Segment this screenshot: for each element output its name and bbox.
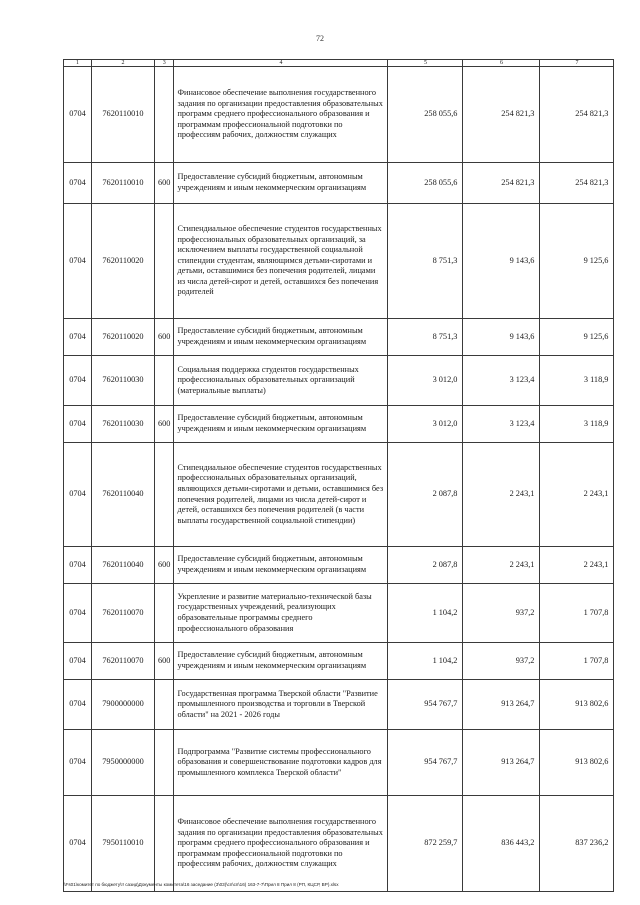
expense-type-cell — [155, 67, 174, 163]
name-cell: Подпрограмма "Развитие системы профессионального образования и совершенствование подготовки кадров для промышленного комплекса Тверской области" — [174, 730, 388, 796]
value-2024-cell: 2 243,1 — [540, 547, 614, 584]
table-row — [64, 443, 614, 547]
section-cell: 0704 — [64, 204, 92, 319]
section-cell: 0704 — [64, 406, 92, 443]
expense-type-cell — [155, 796, 174, 892]
expense-type-cell — [155, 204, 174, 319]
expense-type-cell — [155, 584, 174, 643]
value-2022-cell: 258 055,6 — [388, 67, 463, 163]
expense-type-cell — [155, 443, 174, 547]
value-2023-cell: 2 243,1 — [463, 443, 540, 547]
target-code-cell: 7620110020 — [92, 204, 155, 319]
table-row — [64, 547, 614, 584]
value-2023-cell: 9 143,6 — [463, 204, 540, 319]
target-code-cell: 7620110020 — [92, 319, 155, 356]
table-row — [64, 796, 614, 892]
section-cell: 0704 — [64, 643, 92, 680]
expense-type-cell — [155, 680, 174, 730]
value-2022-cell: 954 767,7 — [388, 730, 463, 796]
value-2023-cell: 913 264,7 — [463, 680, 540, 730]
table-row — [64, 204, 614, 319]
target-code-cell: 7620110030 — [92, 406, 155, 443]
value-2023-cell: 3 123,4 — [463, 356, 540, 406]
section-cell: 0704 — [64, 796, 92, 892]
target-code-cell: 7620110040 — [92, 443, 155, 547]
target-code-cell: 7950110010 — [92, 796, 155, 892]
value-2023-cell: 836 443,2 — [463, 796, 540, 892]
name-cell: Предоставление субсидий бюджетным, автономным учреждениям и иным некоммерческим организациям — [174, 406, 388, 443]
column-header: 5 — [388, 60, 463, 67]
value-2022-cell: 954 767,7 — [388, 680, 463, 730]
file-path-footer: \\Fs01\комитет по бюджету\!! сазид\Документы комитета\16 заседание (3\03)\сп\сп\16) 163-7-7\Прил 8 Прил 8 (РП, КЦСР, ВР).xlsx — [63, 882, 339, 887]
section-cell: 0704 — [64, 547, 92, 584]
expense-type-cell: 600 — [155, 643, 174, 680]
value-2024-cell: 254 821,3 — [540, 67, 614, 163]
expense-type-cell: 600 — [155, 319, 174, 356]
name-cell: Стипендиальное обеспечение студентов государственных профессиональных образовательных организаций, являющихся детьми-сиротами и детьми, оставшимися без попечения родителей, лицами из числа детей-сирот и детей, оставшихся без попечения родителей (в части выплаты государственной социальной стипендии) — [174, 443, 388, 547]
target-code-cell: 7620110070 — [92, 584, 155, 643]
table-row — [64, 730, 614, 796]
name-cell: Предоставление субсидий бюджетным, автономным учреждениям и иным некоммерческим организациям — [174, 643, 388, 680]
table-row — [64, 643, 614, 680]
name-cell: Социальная поддержка студентов государственных профессиональных образовательных организаций (материальные выплаты) — [174, 356, 388, 406]
name-cell: Государственная программа Тверской области "Развитие промышленного производства и торговли в Тверской области" на 2021 - 2026 годы — [174, 680, 388, 730]
value-2022-cell: 8 751,3 — [388, 204, 463, 319]
value-2024-cell: 3 118,9 — [540, 356, 614, 406]
name-cell: Предоставление субсидий бюджетным, автономным учреждениям и иным некоммерческим организациям — [174, 319, 388, 356]
value-2022-cell: 1 104,2 — [388, 643, 463, 680]
value-2022-cell: 872 259,7 — [388, 796, 463, 892]
value-2022-cell: 8 751,3 — [388, 319, 463, 356]
value-2022-cell: 2 087,8 — [388, 547, 463, 584]
target-code-cell: 7620110010 — [92, 163, 155, 204]
value-2022-cell: 3 012,0 — [388, 356, 463, 406]
value-2024-cell: 254 821,3 — [540, 163, 614, 204]
table-row — [64, 406, 614, 443]
column-header: 2 — [92, 60, 155, 67]
value-2024-cell: 1 707,8 — [540, 643, 614, 680]
value-2024-cell: 9 125,6 — [540, 204, 614, 319]
table-row — [64, 356, 614, 406]
value-2024-cell: 913 802,6 — [540, 680, 614, 730]
value-2024-cell: 9 125,6 — [540, 319, 614, 356]
page-number: 72 — [316, 34, 324, 43]
value-2023-cell: 3 123,4 — [463, 406, 540, 443]
value-2023-cell: 913 264,7 — [463, 730, 540, 796]
header-row — [64, 60, 614, 67]
column-header: 4 — [174, 60, 388, 67]
table-row — [64, 163, 614, 204]
name-cell: Финансовое обеспечение выполнения государственного задания по организации предоставления образовательных программ среднего профессионального образования и программам профессиональной подготовки по профессиям рабочих, должностям служащих — [174, 67, 388, 163]
table-row — [64, 319, 614, 356]
column-header: 3 — [155, 60, 174, 67]
expense-type-cell: 600 — [155, 406, 174, 443]
column-header: 7 — [540, 60, 614, 67]
name-cell: Укрепление и развитие материально-технической базы государственных учреждений, реализующих образовательные программы среднего профессионального образования — [174, 584, 388, 643]
target-code-cell: 7900000000 — [92, 680, 155, 730]
value-2024-cell: 913 802,6 — [540, 730, 614, 796]
section-cell: 0704 — [64, 67, 92, 163]
column-header: 6 — [463, 60, 540, 67]
column-header: 1 — [64, 60, 92, 67]
target-code-cell: 7950000000 — [92, 730, 155, 796]
value-2023-cell: 254 821,3 — [463, 163, 540, 204]
section-cell: 0704 — [64, 680, 92, 730]
value-2023-cell: 2 243,1 — [463, 547, 540, 584]
name-cell: Финансовое обеспечение выполнения государственного задания по организации предоставления образовательных программ среднего профессионального образования и программам профессиональной подготовки по профессиям рабочих, должностям служащих — [174, 796, 388, 892]
table-row — [64, 584, 614, 643]
expense-type-cell — [155, 356, 174, 406]
expense-type-cell — [155, 730, 174, 796]
value-2023-cell: 254 821,3 — [463, 67, 540, 163]
value-2022-cell: 258 055,6 — [388, 163, 463, 204]
expense-type-cell: 600 — [155, 547, 174, 584]
value-2024-cell: 837 236,2 — [540, 796, 614, 892]
section-cell: 0704 — [64, 319, 92, 356]
value-2024-cell: 2 243,1 — [540, 443, 614, 547]
target-code-cell: 7620110070 — [92, 643, 155, 680]
value-2023-cell: 937,2 — [463, 584, 540, 643]
name-cell: Предоставление субсидий бюджетным, автономным учреждениям и иным некоммерческим организациям — [174, 163, 388, 204]
value-2023-cell: 9 143,6 — [463, 319, 540, 356]
budget-table — [63, 59, 614, 892]
table-row — [64, 67, 614, 163]
expense-type-cell: 600 — [155, 163, 174, 204]
name-cell: Предоставление субсидий бюджетным, автономным учреждениям и иным некоммерческим организациям — [174, 547, 388, 584]
value-2022-cell: 1 104,2 — [388, 584, 463, 643]
table-row — [64, 680, 614, 730]
value-2024-cell: 3 118,9 — [540, 406, 614, 443]
target-code-cell: 7620110010 — [92, 67, 155, 163]
section-cell: 0704 — [64, 443, 92, 547]
section-cell: 0704 — [64, 356, 92, 406]
value-2022-cell: 2 087,8 — [388, 443, 463, 547]
target-code-cell: 7620110040 — [92, 547, 155, 584]
name-cell: Стипендиальное обеспечение студентов государственных профессиональных образовательных организаций, за исключением выплаты государственной социальной стипендии студентам, являющимся детьми-сиротами и детьми, оставшимися без попечения родителей, лицами из числа детей-сирот и детей, оставшихся без попечения родителей — [174, 204, 388, 319]
section-cell: 0704 — [64, 584, 92, 643]
value-2023-cell: 937,2 — [463, 643, 540, 680]
section-cell: 0704 — [64, 730, 92, 796]
value-2022-cell: 3 012,0 — [388, 406, 463, 443]
value-2024-cell: 1 707,8 — [540, 584, 614, 643]
target-code-cell: 7620110030 — [92, 356, 155, 406]
section-cell: 0704 — [64, 163, 92, 204]
